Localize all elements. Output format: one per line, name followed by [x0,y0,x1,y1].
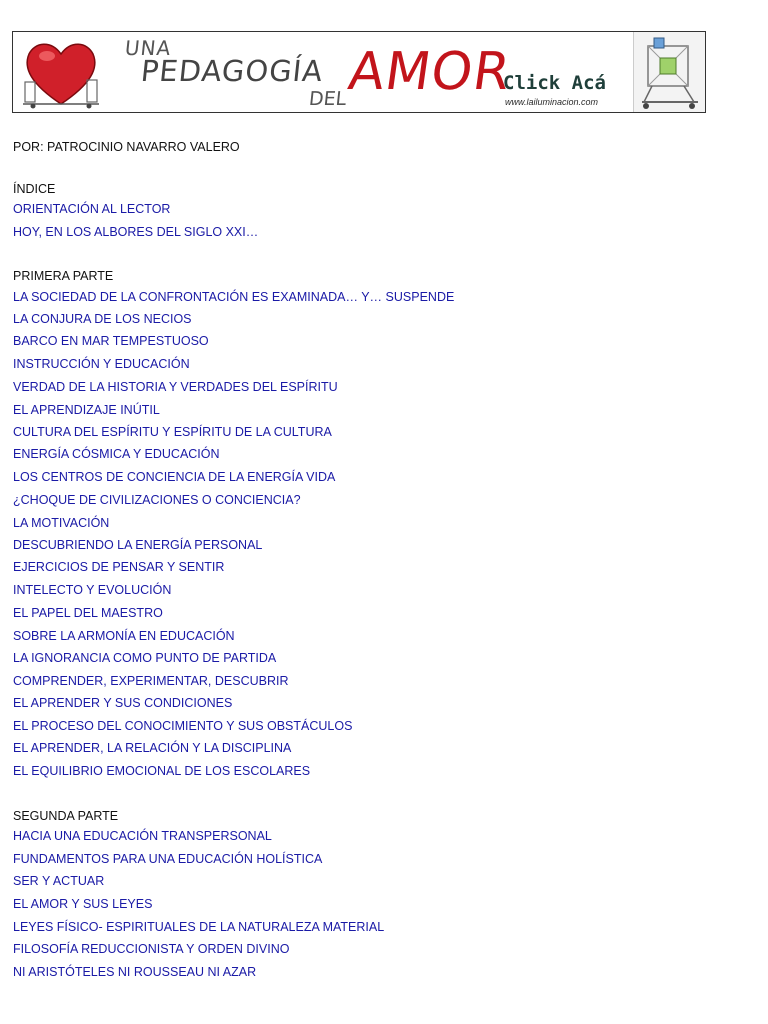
toc-link[interactable]: FILOSOFÍA REDUCCIONISTA Y ORDEN DIVINO [13,942,290,956]
toc-link[interactable]: EL APRENDIZAJE INÚTIL [13,403,160,417]
author-line: POR: PATROCINIO NAVARRO VALERO [13,140,240,154]
primera-parte-heading: PRIMERA PARTE [13,269,114,283]
toc-link[interactable]: EL PAPEL DEL MAESTRO [13,606,163,620]
banner-title-pedagogia: PEDAGOGÍA [139,54,325,88]
machine-icon [634,32,706,112]
heart-machine-icon [21,36,101,110]
toc-link[interactable]: CULTURA DEL ESPÍRITU Y ESPÍRITU DE LA CULTURA [13,425,332,439]
banner-title-una: UNA [123,36,173,60]
toc-link[interactable]: ¿CHOQUE DE CIVILIZACIONES O CONCIENCIA? [13,493,301,507]
segunda-parte-heading: SEGUNDA PARTE [13,809,119,823]
toc-link[interactable]: SER Y ACTUAR [13,874,105,888]
toc-link[interactable]: LA CONJURA DE LOS NECIOS [13,312,192,326]
toc-link[interactable]: DESCUBRIENDO LA ENERGÍA PERSONAL [13,538,263,552]
toc-link[interactable]: INSTRUCCIÓN Y EDUCACIÓN [13,357,190,371]
click-aca-link[interactable]: Click Acá [503,72,606,94]
toc-link[interactable]: EL AMOR Y SUS LEYES [13,897,153,911]
toc-link[interactable]: LOS CENTROS DE CONCIENCIA DE LA ENERGÍA VIDA [13,470,336,484]
toc-link[interactable]: LA SOCIEDAD DE LA CONFRONTACIÓN ES EXAMINADA… Y… SUSPENDE [13,290,455,304]
toc-link[interactable]: INTELECTO Y EVOLUCIÓN [13,583,172,597]
toc-link[interactable]: EL EQUILIBRIO EMOCIONAL DE LOS ESCOLARES [13,764,311,778]
toc-link[interactable]: HOY, EN LOS ALBORES DEL SIGLO XXI… [13,225,259,239]
banner-title-amor: AMOR [344,42,515,102]
toc-link[interactable]: LA MOTIVACIÓN [13,516,110,530]
toc-link[interactable]: EL APRENDER Y SUS CONDICIONES [13,696,233,710]
toc-link[interactable]: NI ARISTÓTELES NI ROUSSEAU NI AZAR [13,965,257,979]
toc-link[interactable]: HACIA UNA EDUCACIÓN TRANSPERSONAL [13,829,272,843]
toc-link[interactable]: FUNDAMENTOS PARA UNA EDUCACIÓN HOLÍSTICA [13,852,323,866]
toc-link[interactable]: ENERGÍA CÓSMICA Y EDUCACIÓN [13,447,220,461]
toc-link[interactable]: VERDAD DE LA HISTORIA Y VERDADES DEL ESPÍRITU [13,380,338,394]
toc-link[interactable]: EL APRENDER, LA RELACIÓN Y LA DISCIPLINA [13,741,292,755]
machine-illustration [633,32,706,112]
ad-banner[interactable] [12,31,706,113]
toc-link[interactable]: COMPRENDER, EXPERIMENTAR, DESCUBRIR [13,674,289,688]
banner-url: www.lailuminacion.com [505,97,599,107]
indice-heading: ÍNDICE [13,182,56,196]
toc-link[interactable]: SOBRE LA ARMONÍA EN EDUCACIÓN [13,629,235,643]
toc-link[interactable]: EJERCICIOS DE PENSAR Y SENTIR [13,560,225,574]
toc-link[interactable]: ORIENTACIÓN AL LECTOR [13,202,171,216]
toc-link[interactable]: LA IGNORANCIA COMO PUNTO DE PARTIDA [13,651,277,665]
banner-title-del: DEL [307,88,348,110]
toc-link[interactable]: EL PROCESO DEL CONOCIMIENTO Y SUS OBSTÁCULOS [13,719,353,733]
toc-link[interactable]: BARCO EN MAR TEMPESTUOSO [13,334,209,348]
toc-link[interactable]: LEYES FÍSICO- ESPIRITUALES DE LA NATURALEZA MATERIAL [13,920,385,934]
